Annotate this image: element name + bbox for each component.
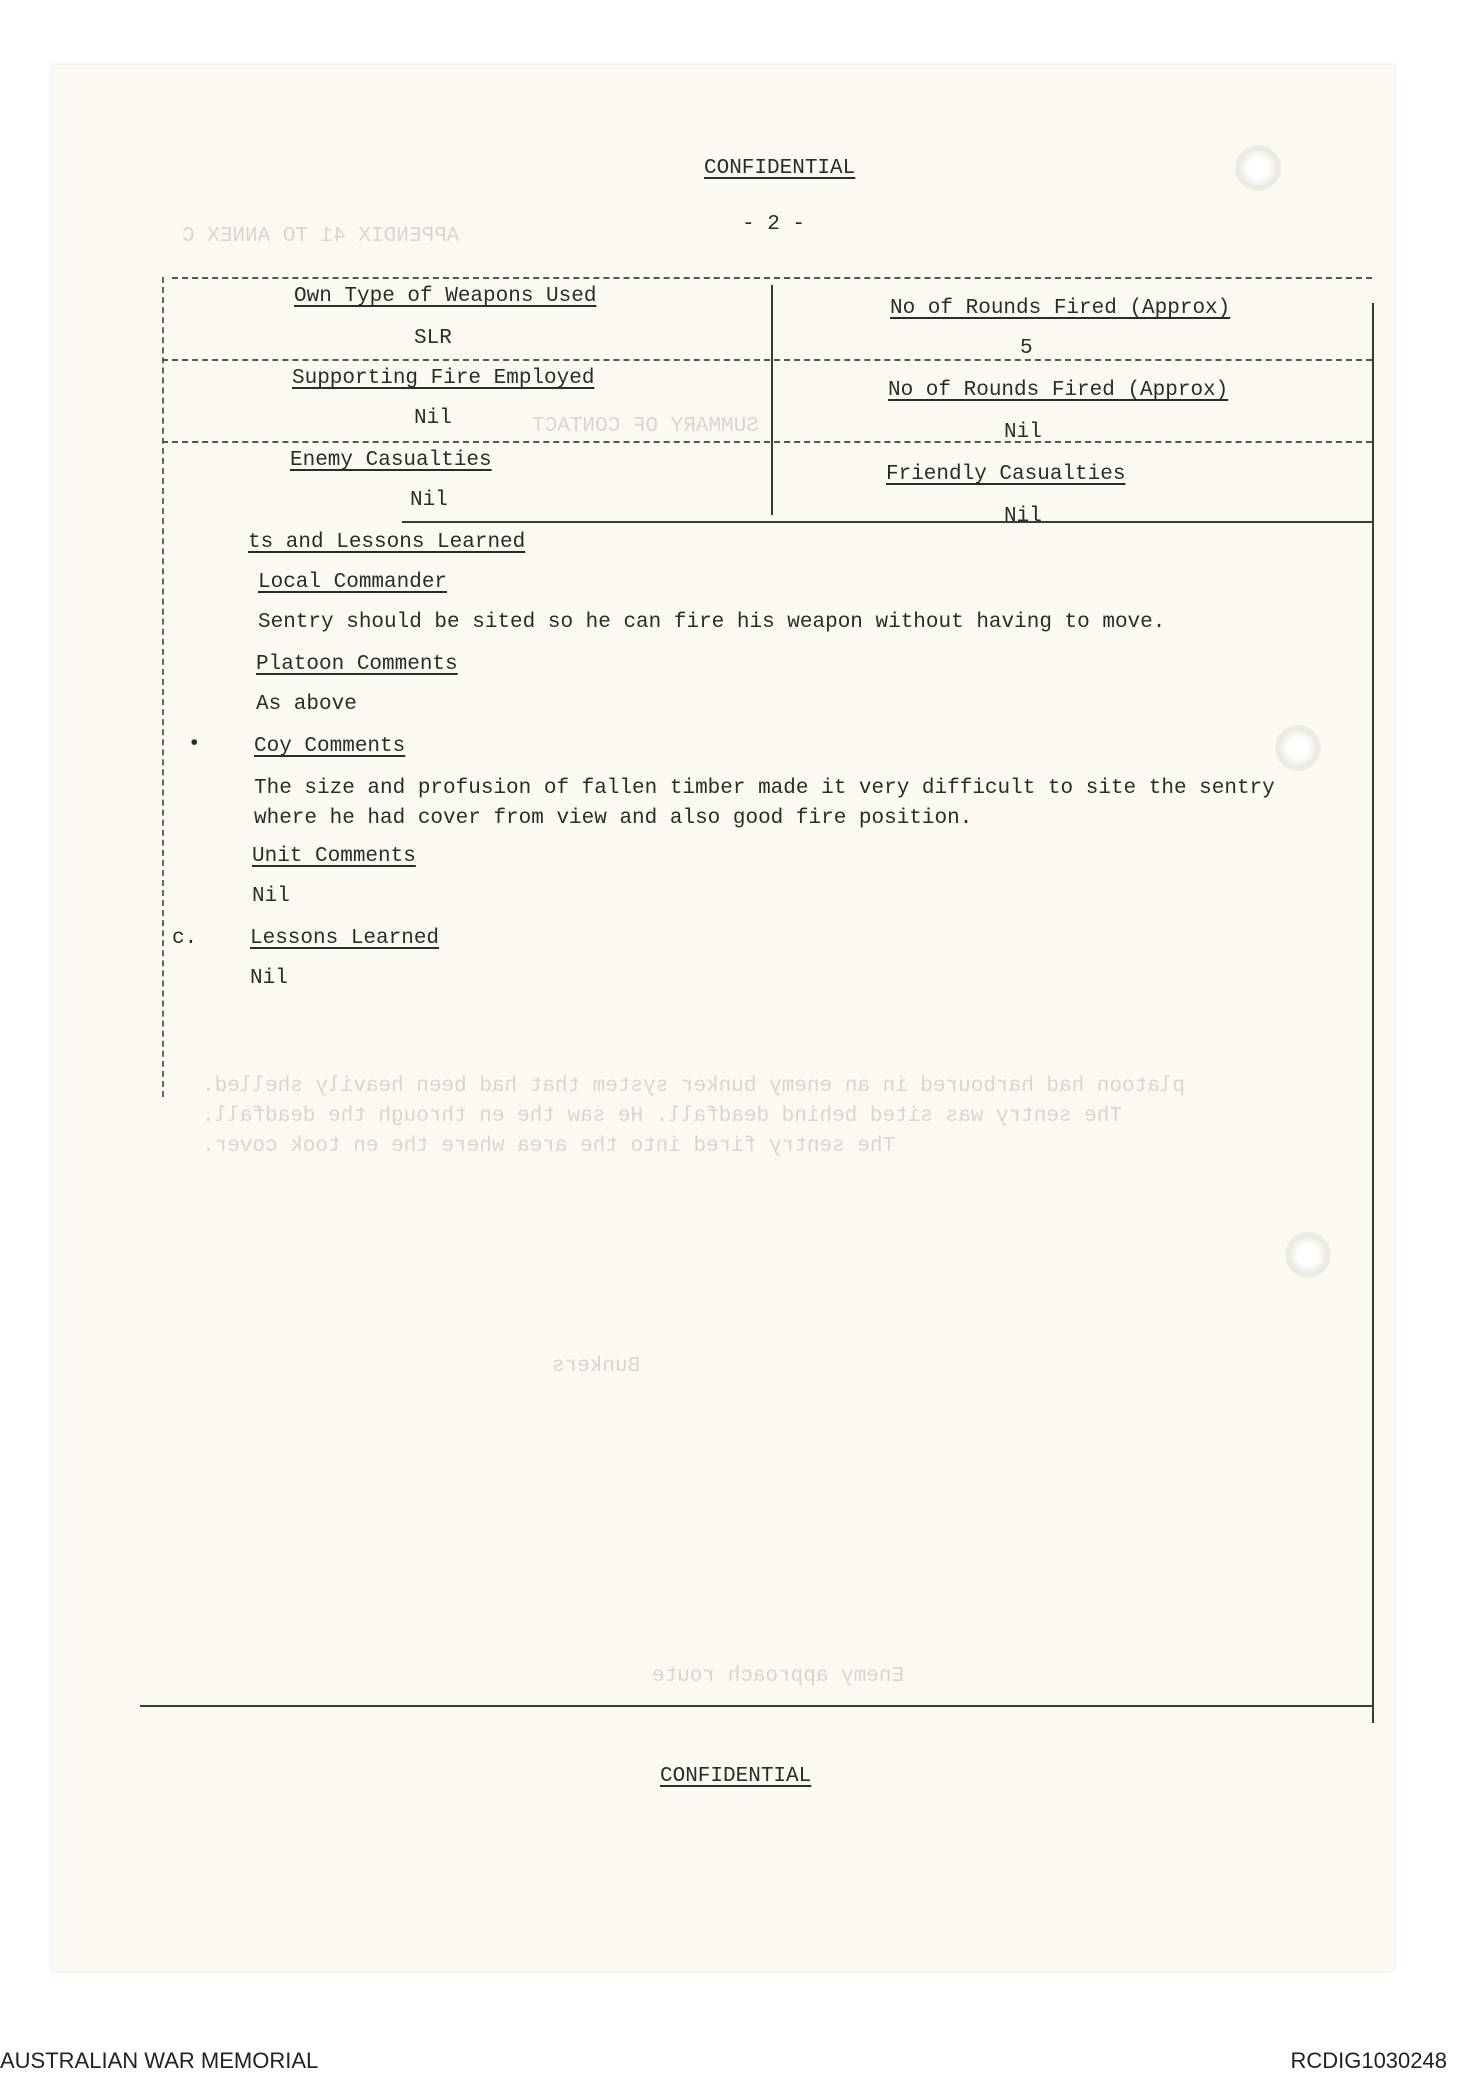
comments-heading: ts and Lessons Learned (248, 531, 526, 554)
header-classification: CONFIDENTIAL (704, 157, 856, 180)
weapons-used-value: SLR (414, 327, 452, 350)
table-column-divider (771, 285, 773, 515)
table-row-divider (162, 441, 1372, 443)
punch-hole (1285, 1232, 1331, 1278)
show-through-text: Bunkers (552, 1355, 641, 1378)
rounds-fired-value: 5 (1020, 337, 1033, 360)
enemy-casualties-label: Enemy Casualties (290, 449, 492, 472)
local-commander-heading: Local Commander (258, 571, 448, 594)
support-rounds-fired-label: No of Rounds Fired (Approx) (888, 379, 1229, 402)
weapons-used-label: Own Type of Weapons Used (294, 285, 597, 308)
rounds-fired-label: No of Rounds Fired (Approx) (890, 297, 1231, 320)
friendly-casualties-label: Friendly Casualties (886, 463, 1126, 486)
table-top-border (172, 277, 1372, 279)
punch-hole (1275, 725, 1321, 771)
document-page (52, 65, 1394, 1971)
show-through-text: APPENDIX 41 TO ANNEX C (182, 225, 460, 248)
table-left-border (162, 277, 164, 1097)
archive-institution: AUSTRALIAN WAR MEMORIAL (0, 2048, 319, 2073)
support-rounds-fired-value: Nil (1004, 421, 1042, 444)
show-through-text: Enemy approach route (652, 1665, 905, 1688)
lessons-marker: c. (172, 927, 198, 950)
platoon-comments-text: As above (256, 693, 357, 716)
unit-comments-heading: Unit Comments (252, 845, 416, 868)
coy-comments-text-line1: The size and profusion of fallen timber made it very difficult to site the sentry (254, 777, 1275, 800)
local-commander-text: Sentry should be sited so he can fire his weapon without having to move. (258, 611, 1166, 634)
show-through-text: The sentry fired into the area where the en took cover. (202, 1135, 896, 1158)
table-row-divider (162, 359, 1372, 361)
supporting-fire-value: Nil (414, 407, 452, 430)
coy-comments-text-line2: where he had cover from view and also good fire position. (254, 807, 973, 830)
enemy-casualties-value: Nil (410, 489, 448, 512)
lessons-learned-heading: Lessons Learned (250, 927, 440, 950)
page-number: - 2 - (742, 213, 806, 236)
punch-hole (1235, 145, 1281, 191)
lessons-learned-text: Nil (250, 967, 288, 990)
friendly-casualties-value: Nil (1004, 505, 1042, 528)
supporting-fire-label: Supporting Fire Employed (292, 367, 595, 390)
table-bottom-border (140, 1705, 1372, 1707)
unit-comments-text: Nil (252, 885, 290, 908)
show-through-text: The sentry was sited behind deadfall. He saw the en through the deadfall. (202, 1105, 1122, 1128)
table-row-divider (402, 521, 1372, 523)
archive-reference: RCDIG1030248 (1290, 2048, 1447, 2073)
coy-comments-heading: Coy Comments (254, 735, 406, 758)
coy-marker: • (188, 733, 201, 756)
show-through-text: platoon had harboured in an enemy bunker system that had been heavily shelled. (202, 1075, 1185, 1098)
footer-classification: CONFIDENTIAL (660, 1765, 812, 1788)
table-right-border (1372, 303, 1374, 1723)
platoon-comments-heading: Platoon Comments (256, 653, 458, 676)
show-through-text: SUMMARY OF CONTACT (532, 415, 759, 438)
